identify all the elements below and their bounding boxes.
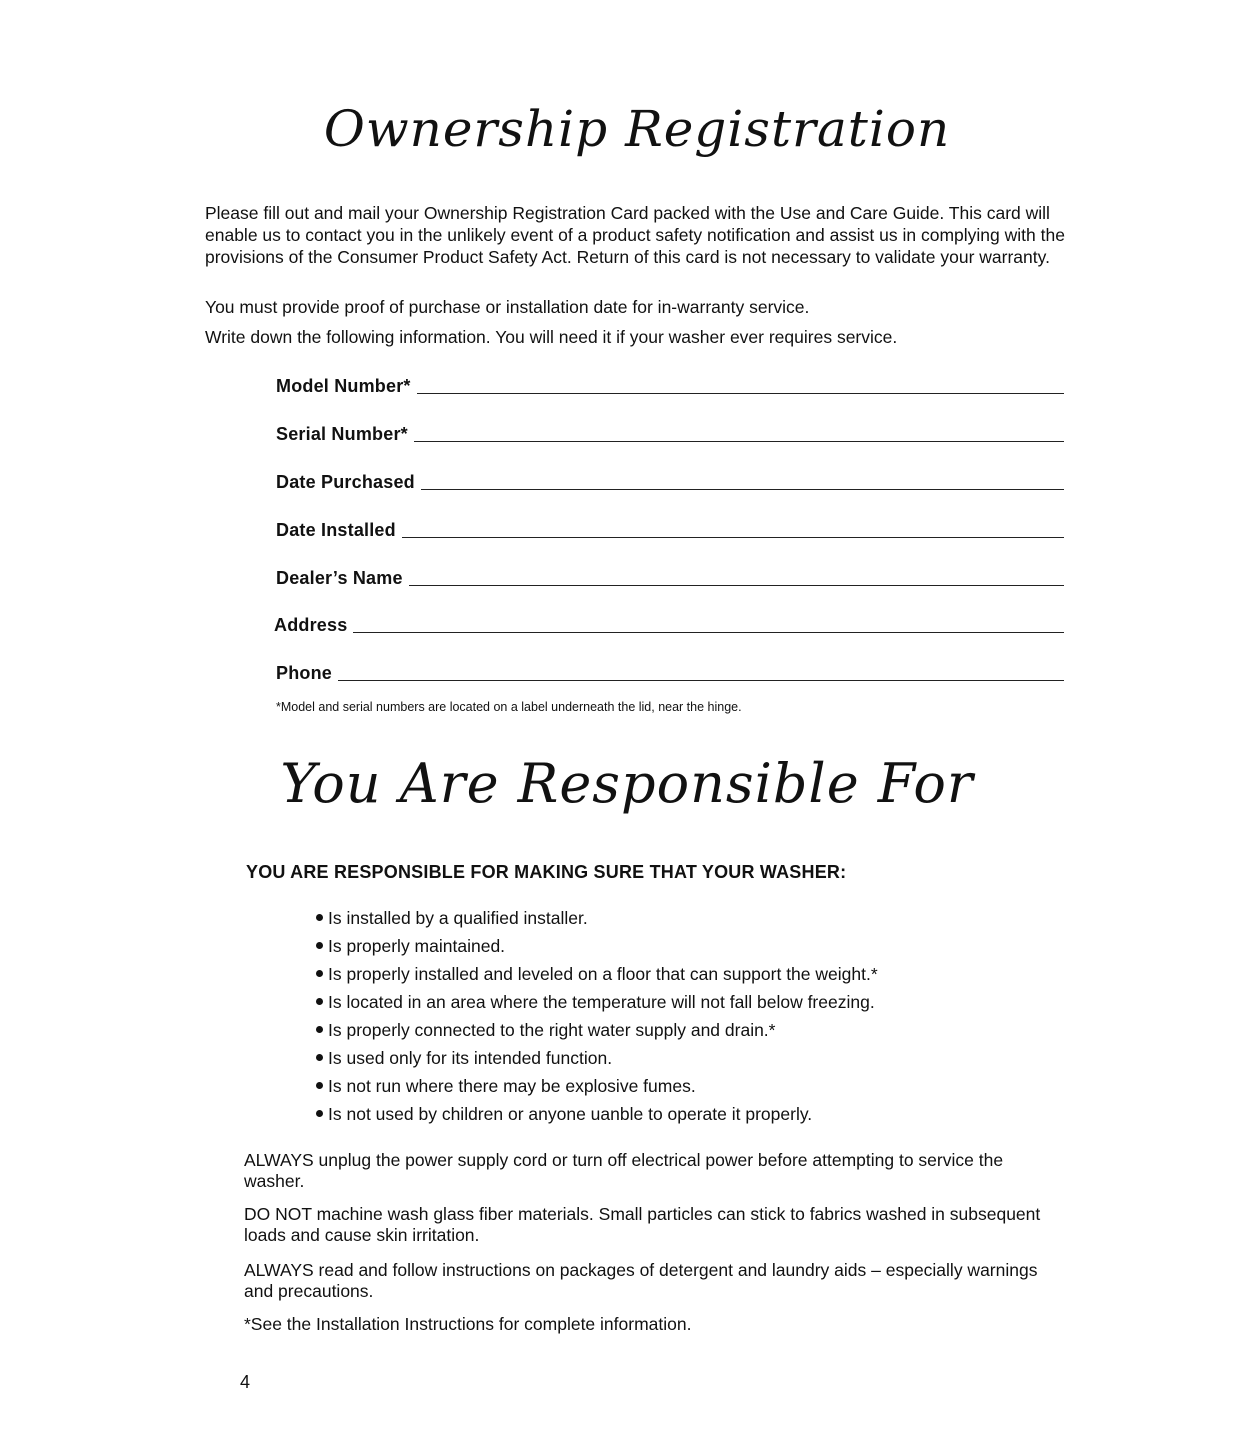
list-item-text: Is located in an area where the temperature will not fall below freezing.: [328, 992, 875, 1012]
write-in-line[interactable]: [414, 440, 1064, 442]
field-label: Serial Number*: [276, 424, 408, 444]
list-item: [316, 1072, 1076, 1100]
date-installed-field[interactable]: [276, 514, 1064, 540]
bullet-icon: [316, 1054, 323, 1061]
bullet-icon: [316, 942, 323, 949]
dealers-name-field[interactable]: [276, 562, 1064, 588]
list-item-text: Is not used by children or anyone uanble to operate it properly.: [328, 1104, 813, 1124]
write-in-line[interactable]: [417, 392, 1064, 394]
field-label: Phone: [276, 663, 333, 683]
intro-paragraph-registration-card: Please fill out and mail your Ownership Registration Card packed with the Use and Care Guide. This card will enable us to contact you in the unlikely event of a product safety notification and assist us in complying with the provisions of the Consumer Product Safety Act. Return of this card is not necessary to validate your warranty.: [205, 203, 1065, 267]
list-item-text: Is not run where there may be explosive fumes.: [328, 1076, 696, 1096]
list-item: [316, 1016, 1076, 1044]
ownership-registration-title: Ownership Registration: [323, 100, 951, 158]
installation-instructions-note: *See the Installation Instructions for complete information.: [244, 1314, 692, 1334]
responsibility-heading: YOU ARE RESPONSIBLE FOR MAKING SURE THAT YOUR WASHER:: [246, 862, 847, 882]
list-item-text: Is properly maintained.: [328, 936, 506, 956]
write-in-line[interactable]: [421, 488, 1064, 490]
list-item: [316, 904, 1076, 932]
page-number: 4: [240, 1372, 251, 1392]
bullet-icon: [316, 1082, 323, 1089]
write-in-line[interactable]: [338, 679, 1064, 681]
list-item-text: Is installed by a qualified installer.: [328, 908, 588, 928]
model-number-field[interactable]: [276, 370, 1064, 396]
responsibility-list: [316, 904, 1076, 1128]
you-are-responsible-title: You Are Responsible For: [280, 752, 974, 815]
glass-fiber-note: DO NOT machine wash glass fiber materials. Small particles can stick to fabrics washed in subsequent loads and cause skin irritation.: [244, 1204, 1041, 1245]
address-field[interactable]: [274, 609, 1064, 635]
unplug-power-note: ALWAYS unplug the power supply cord or turn off electrical power before attempting to service the washer.: [244, 1150, 1004, 1191]
intro-paragraph-proof-of-purchase: You must provide proof of purchase or installation date for in-warranty service.: [205, 297, 810, 317]
model-serial-footnote: *Model and serial numbers are located on a label underneath the lid, near the hinge.: [276, 700, 742, 714]
write-in-line[interactable]: [402, 536, 1064, 538]
list-item: [316, 988, 1076, 1016]
write-in-line[interactable]: [409, 584, 1064, 586]
serial-number-field[interactable]: [276, 418, 1064, 444]
field-label: Model Number*: [276, 376, 411, 396]
date-purchased-field[interactable]: [276, 466, 1064, 492]
field-label: Date Purchased: [276, 472, 415, 492]
detergent-instructions-note: ALWAYS read and follow instructions on packages of detergent and laundry aids – especially warnings and precautions.: [244, 1260, 1038, 1301]
list-item-text: Is properly connected to the right water supply and drain.*: [328, 1020, 776, 1040]
bullet-icon: [316, 1110, 323, 1117]
list-item-text: Is used only for its intended function.: [328, 1048, 613, 1068]
intro-paragraph-write-down: Write down the following information. You will need it if your washer ever requires service.: [205, 327, 898, 347]
bullet-icon: [316, 970, 323, 977]
field-label: Address: [274, 615, 348, 635]
field-label: Dealer’s Name: [276, 568, 403, 588]
bullet-icon: [316, 1026, 323, 1033]
phone-field[interactable]: [276, 657, 1064, 683]
list-item-text: Is properly installed and leveled on a floor that can support the weight.*: [328, 964, 878, 984]
list-item: [316, 932, 1076, 960]
list-item: [316, 960, 1076, 988]
bullet-icon: [316, 998, 323, 1005]
write-in-line[interactable]: [353, 631, 1064, 633]
bullet-icon: [316, 914, 323, 921]
list-item: [316, 1044, 1076, 1072]
field-label: Date Installed: [276, 520, 396, 540]
list-item: [316, 1100, 1076, 1128]
